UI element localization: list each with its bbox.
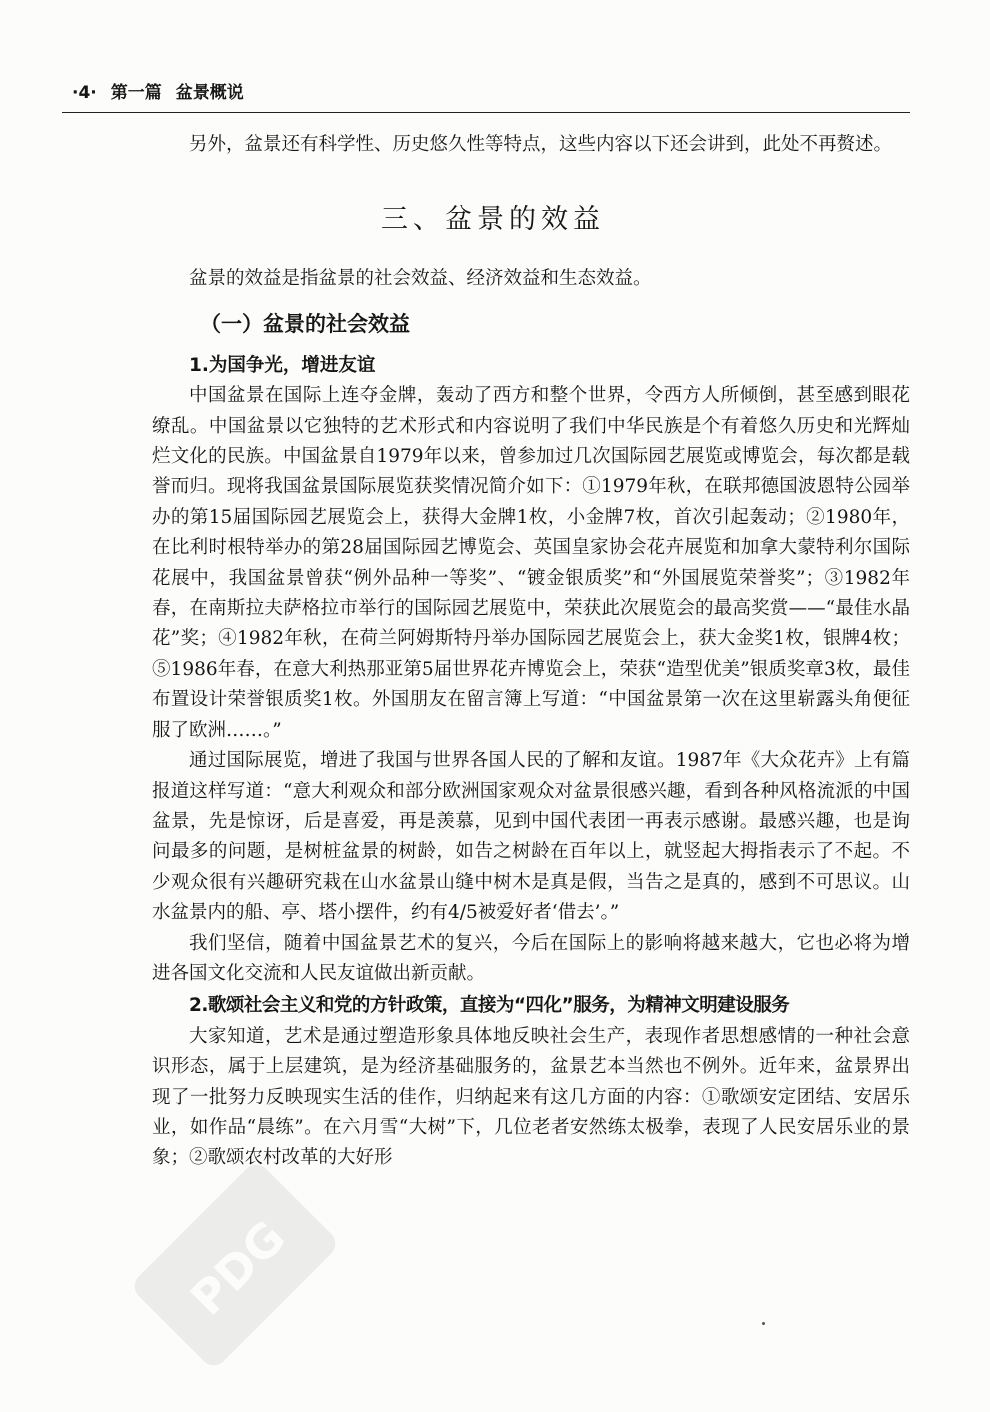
- intro-paragraph: 另外，盆景还有科学性、历史悠久性等特点，这些内容以下还会讲到，此处不再赘述。: [189, 134, 893, 155]
- page-speck: [762, 1322, 765, 1325]
- pdg-watermark: [120, 1150, 350, 1380]
- subsection-title: （一）盆景的社会效益: [200, 311, 410, 336]
- section-lead: 盆景的效益是指盆景的社会效益、经济效益和生态效益。: [189, 268, 652, 290]
- point-1: [152, 351, 910, 990]
- page-body: [152, 130, 910, 1174]
- header-chapter: 盆景概说: [175, 83, 244, 103]
- section-title: 三、盆景的效益: [381, 204, 605, 236]
- watermark-text: PDG: [179, 1209, 296, 1326]
- point-2: [152, 991, 910, 1173]
- point-1-paragraph-1: 中国盆景在国际上连夺金牌，轰动了西方和整个世界，令西方人所倾倒，甚至感到眼花缭乱。中国盆景以它独特的艺术形式和内容说明了我们中华民族是个有着悠久历史和光辉灿烂文化的民族。中国盆景自1979年以来，曾参加过几次国际园艺展览或博览会，每次都是载誉而归。现将我国盆景国际展览获奖情况简介如下：①1979年秋，在联邦德国波恩特公园举办的第15届国际园艺展览会上，获得大金牌1枚，小金牌7枚，首次引起轰动；②1980年，在比利时根特举办的第28届国际园艺博览会、英国皇家协会花卉展览和加拿大蒙特利尔国际花展中，我国盆景曾获“例外品种一等奖”、“镀金银质奖”和“外国展览荣誉奖”；③1982年春，在南斯拉夫萨格拉市举行的国际园艺展览中，荣获此次展览会的最高奖赏——“最佳水晶花”奖；④1982年秋，在荷兰阿姆斯特丹举办国际园艺展览会上，获大金奖1枚，银牌4枚；⑤1986年春，在意大利热那亚第5届世界花卉博览会上，荣获“造型优美”银质奖章3枚，最佳布置设计荣誉银质奖1枚。外国朋友在留言簿上写道：“中国盆景第一次在这里崭露头角便征服了欧洲……。”: [152, 385, 910, 741]
- running-header: [62, 80, 910, 113]
- point-1-paragraph-3: 我们坚信，随着中国盆景艺术的复兴，今后在国际上的影响将越来越大，它也必将为增进各国文化交流和人民友谊做出新贡献。: [152, 932, 910, 984]
- header-part: 第一篇: [110, 83, 162, 103]
- point-1-title: 1.为国争光，增进友谊: [189, 354, 376, 376]
- point-2-paragraph-1: 大家知道，艺术是通过塑造形象具体地反映社会生产，表现作者思想感情的一种社会意识形态，属于上层建筑，是为经济基础服务的，盆景艺本当然也不例外。近年来，盆景界出现了一批努力反映现实生活的佳作，归纳起来有这几方面的内容：①歌颂安定团结、安居乐业，如作品“晨练”。在六月雪“大树”下，几位老者安然练太极拳，表现了人民安居乐业的景象；②歌颂农村改革的大好形: [152, 1025, 910, 1169]
- point-2-title: 2.歌颂社会主义和党的方针政策，直接为“四化”服务，为精神文明建设服务: [189, 995, 790, 1017]
- page-number: ·4·: [72, 83, 97, 103]
- point-1-paragraph-2: 通过国际展览，增进了我国与世界各国人民的了解和友谊。1987年《大众花卉》上有篇报道这样写道：“意大利观众和部分欧洲国家观众对盆景很感兴趣，看到各种风格流派的中国盆景，先是惊讶，后是喜爱，再是羡慕，见到中国代表团一再表示感谢。最感兴趣，也是询问最多的问题，是树桩盆景的树龄，如告之树龄在百年以上，就竖起大拇指表示了不起。不少观众很有兴趣研究栽在山水盆景山缝中树木是真是假，当告之是真的，感到不可思议。山水盆景内的船、亭、塔小摆件，约有4/5被爱好者‘借去’。”: [152, 750, 910, 924]
